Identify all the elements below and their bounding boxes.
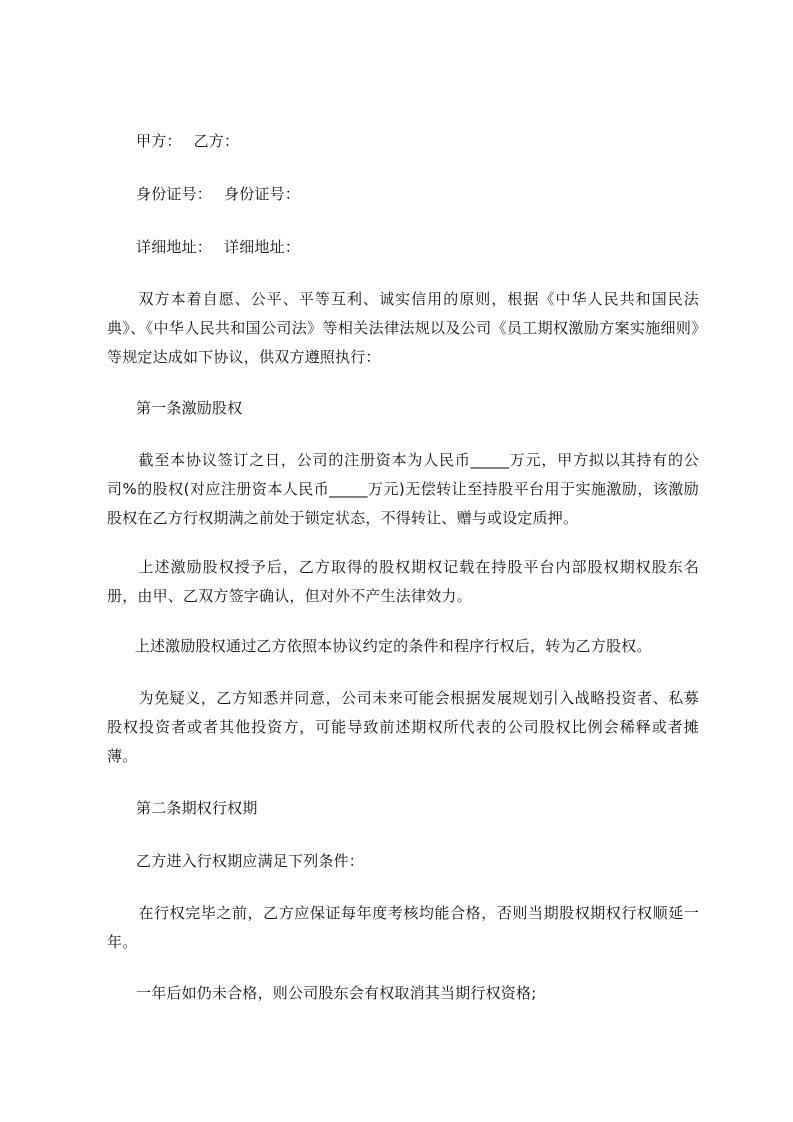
article-1-paragraph-2: 上述激励股权授予后，乙方取得的股权期权记载在持股平台内部股权期权股东名册，由甲、乙双方签字确认，但对外不产生法律效力。 — [107, 558, 699, 605]
address-line — [136, 233, 300, 262]
article-1-paragraph-4: 为免疑义，乙方知悉并同意，公司未来可能会根据发展规划引入战略投资者、私募股权投资者或者其他投资方，可能导致前述期权所代表的公司股权比例会稀释或者摊薄。 — [107, 689, 699, 765]
party-line — [136, 127, 239, 156]
article-1-title: 第一条激励股权 — [136, 399, 243, 417]
article-2-paragraph-2: 一年后如仍未合格，则公司股东会有权取消其当期行权资格; — [136, 984, 537, 1002]
article-2-paragraph-1: 在行权完毕之前，乙方应保证每年度考核均能合格，否则当期股权期权行权顺延一年。 — [107, 904, 699, 951]
party-a-id-label: 身份证号： — [136, 185, 213, 203]
article-1-paragraph-1: 截至本协议签订之日，公司的注册资本为人民币_____万元，甲方拟以其持有的公司%的股权(对应注册资本人民币_____万元)无偿转让至持股平台用于实施激励，该激励股权在乙方行权期满之前处于锁定状态，不得转让、赠与或设定质押。 — [107, 451, 699, 527]
party-b-id-label: 身份证号： — [224, 185, 301, 203]
preamble-paragraph: 双方本着自愿、公平、平等互利、诚实信用的原则，根据《中华人民共和国民法典》、《中华人民共和国公司法》等相关法律法规以及公司《员工期权激励方案实施细则》等规定达成如下协议，供双方遵照执行： — [107, 290, 699, 366]
party-b-address-label: 详细地址： — [224, 238, 301, 256]
party-a-address-label: 详细地址： — [136, 238, 213, 256]
party-a-label: 甲方： — [136, 132, 182, 150]
party-b-label: 乙方： — [193, 132, 240, 150]
article-1-paragraph-3: 上述激励股权通过乙方依照本协议约定的条件和程序行权后，转为乙方股权。 — [134, 637, 652, 655]
article-2-intro: 乙方进入行权期应满足下列条件： — [136, 852, 365, 870]
article-2-title: 第二条期权行权期 — [136, 799, 258, 817]
id-number-line — [136, 180, 300, 209]
